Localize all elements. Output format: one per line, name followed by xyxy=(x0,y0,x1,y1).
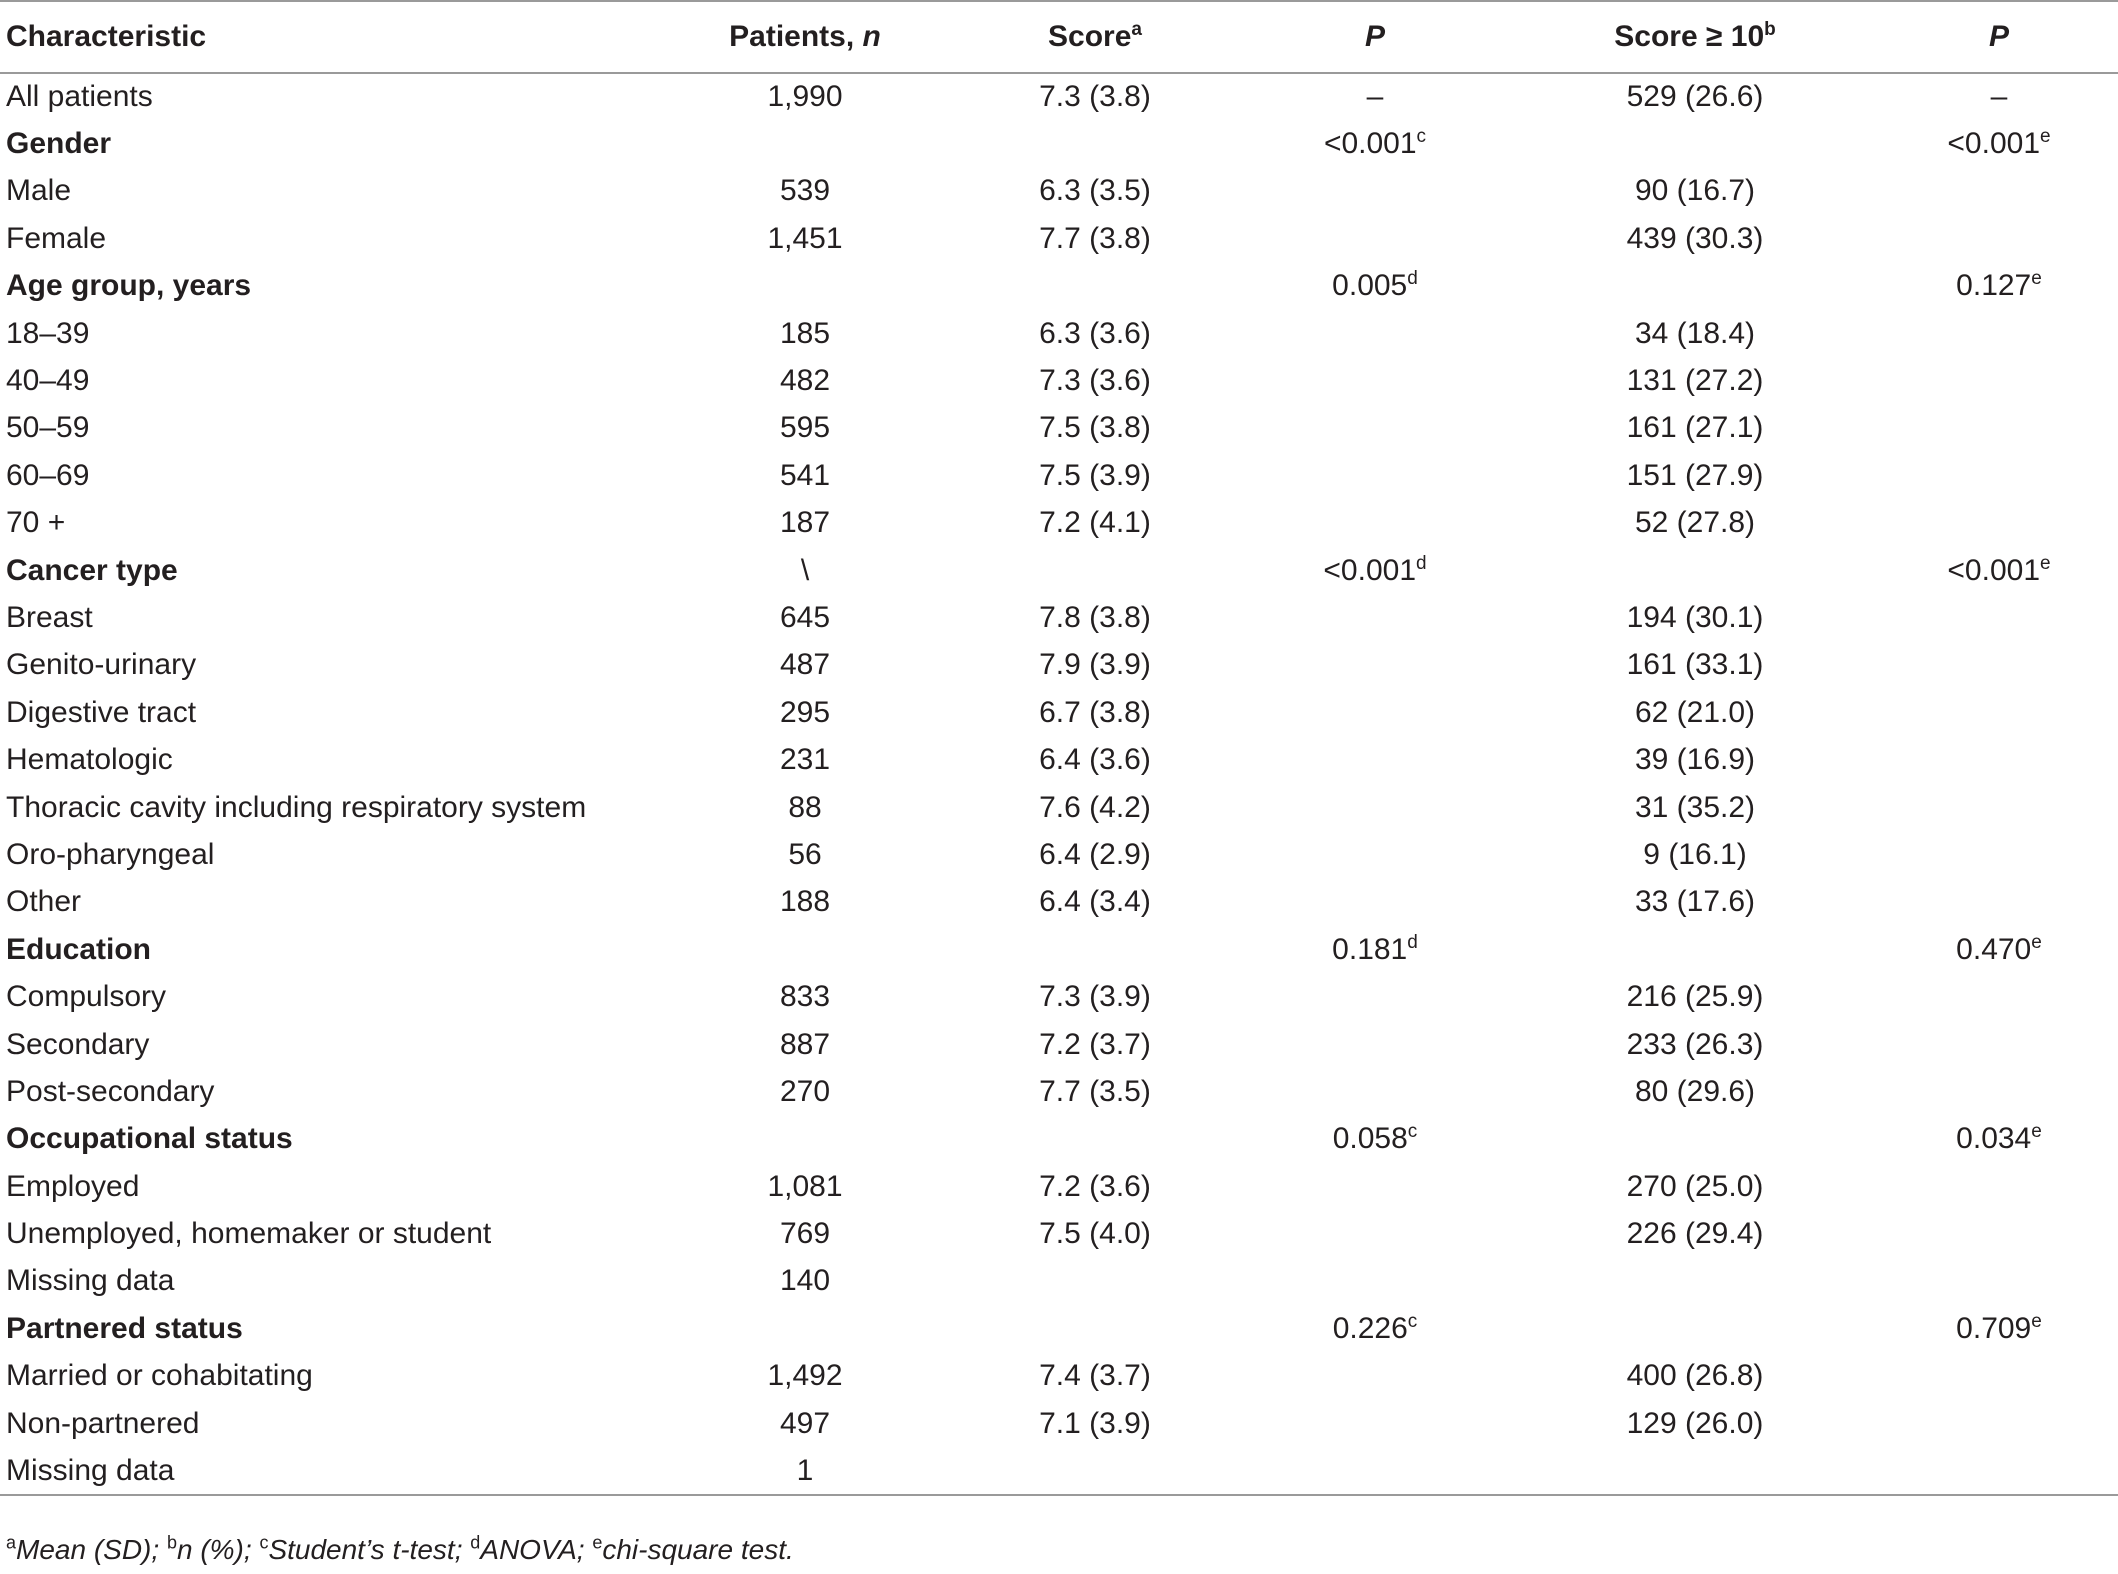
cell-score: 6.7 (3.8) xyxy=(1039,695,1151,729)
header-p-value-1: P xyxy=(1240,1,1510,73)
header-score-10: Score ≥ $10^b$ xyxy=(1510,1,1880,73)
cell-score-10: 400 (26.8) xyxy=(1626,1359,1764,1393)
cell-p-value-1 xyxy=(1240,310,1510,357)
footnote-text: n (%); xyxy=(176,1534,260,1565)
cell-p-value-1 xyxy=(1240,831,1510,878)
cell-p-value-2 xyxy=(1880,1258,2118,1305)
cell-patients: 1 xyxy=(660,1447,950,1494)
cell-patients: 185 xyxy=(779,316,831,350)
cell-p-value-1 xyxy=(1240,1447,1510,1494)
cell-patients xyxy=(660,1305,950,1352)
cell-p-value-2 xyxy=(1880,500,2118,547)
cell-score xyxy=(950,547,1240,594)
cell-score-10: 31 (35.2) xyxy=(1634,790,1756,824)
cell-p-value-1: – xyxy=(1366,80,1384,114)
table-header xyxy=(0,1,2118,73)
cell-score xyxy=(950,263,1240,310)
cell-patients: 541 xyxy=(779,458,831,492)
cell-characteristic: Secondary xyxy=(6,1027,150,1061)
cell-characteristic: Missing data xyxy=(6,1264,175,1298)
header-p-value-2: P xyxy=(1880,1,2118,73)
cell-characteristic: Age group, years xyxy=(6,269,252,303)
cell-p-value-1 xyxy=(1240,405,1510,452)
cell-patients: 769 xyxy=(779,1217,831,1251)
cell-patients: 231 xyxy=(779,743,831,777)
cell-score: 7.2 (3.7) xyxy=(1039,1027,1151,1061)
cell-p-value-2 xyxy=(1880,1068,2118,1115)
cell-patients: 833 xyxy=(779,980,831,1014)
cell-characteristic: Cancer type xyxy=(6,553,178,587)
cell-p-value-2 xyxy=(1880,642,2118,689)
cell-characteristic: Genito-urinary xyxy=(6,648,197,682)
cell-p-value-1 xyxy=(1240,1210,1510,1257)
cell-characteristic: Gender xyxy=(6,127,112,161)
cell-score: 7.2 (3.6) xyxy=(1039,1169,1151,1203)
cell-score: 7.9 (3.9) xyxy=(1039,648,1151,682)
cell-score-10 xyxy=(1510,120,1880,167)
cell-characteristic: Breast xyxy=(6,600,93,634)
cell-p-value-2: <0.001$^e$ xyxy=(1947,552,2051,587)
cell-characteristic: Hematologic xyxy=(6,743,173,777)
cell-p-value-2 xyxy=(1880,736,2118,783)
cell-characteristic: 60–69 xyxy=(6,458,90,492)
cell-score-10 xyxy=(1510,1447,1880,1494)
table-row xyxy=(0,168,2118,215)
cell-score: 7.4 (3.7) xyxy=(1039,1359,1151,1393)
cell-p-value-2 xyxy=(1880,879,2118,926)
cell-score: 7.5 (4.0) xyxy=(1039,1217,1151,1251)
cell-score-10 xyxy=(1510,263,1880,310)
cell-characteristic: 18–39 xyxy=(6,316,90,350)
table-row xyxy=(0,1210,2118,1257)
cell-p-value-2 xyxy=(1880,1353,2118,1400)
cell-patients xyxy=(660,1116,950,1163)
cell-score-10: 9 (16.1) xyxy=(1643,837,1747,871)
cell-characteristic: Thoracic cavity including respiratory system xyxy=(6,790,587,824)
cell-score-10: 151 (27.9) xyxy=(1626,458,1764,492)
cell-characteristic: Other xyxy=(6,885,82,919)
footnote-text: Mean (SD); xyxy=(16,1534,167,1565)
cell-p-value-2: 0.127e xyxy=(1956,268,2042,303)
cell-score xyxy=(950,1116,1240,1163)
cell-score: 7.3 (3.8) xyxy=(1039,80,1151,114)
cell-characteristic: All patients xyxy=(6,80,153,114)
cell-patients: 270 xyxy=(779,1074,831,1108)
cell-characteristic: Missing data xyxy=(0,1447,660,1494)
footnote-marker: c xyxy=(259,1532,269,1553)
cell-patients: 539 xyxy=(779,174,831,208)
cell-p-value-2: <0.001$^e$ xyxy=(1947,126,2051,161)
cell-score: 7.2 (4.1) xyxy=(1039,506,1151,540)
cell-score: 7.1 (3.9) xyxy=(1039,1406,1151,1440)
cell-patients xyxy=(660,263,950,310)
cell-p-value-2 xyxy=(1880,1021,2118,1068)
group-header-row xyxy=(0,120,2118,167)
cell-characteristic: Male xyxy=(6,174,72,208)
cell-score-10 xyxy=(1510,1258,1880,1305)
cell-patients: 887 xyxy=(779,1027,831,1061)
table-row xyxy=(0,831,2118,878)
cell-score-10: 161 (33.1) xyxy=(1626,648,1764,682)
cell-score: 6.3 (3.5) xyxy=(1039,174,1151,208)
cell-patients: 595 xyxy=(779,411,831,445)
cell-score-10 xyxy=(1510,547,1880,594)
cell-patients: 497 xyxy=(779,1406,831,1440)
table-row xyxy=(0,879,2118,926)
table-row xyxy=(0,642,2118,689)
cell-characteristic: Post-secondary xyxy=(6,1074,215,1108)
table-row xyxy=(0,784,2118,831)
group-header-row xyxy=(0,1116,2118,1163)
group-header-row xyxy=(0,926,2118,973)
cell-patients: 88 xyxy=(788,790,822,824)
cell-p-value-2 xyxy=(1880,452,2118,499)
cell-score-10: 270 (25.0) xyxy=(1626,1169,1764,1203)
cell-score xyxy=(950,1447,1240,1494)
cell-p-value-1: 0.005$^d$ xyxy=(1332,268,1418,303)
cell-p-value-1 xyxy=(1240,1353,1510,1400)
cell-characteristic: Oro-pharyngeal xyxy=(6,837,215,871)
group-header-row xyxy=(0,1305,2118,1352)
cell-characteristic: 40–49 xyxy=(6,364,90,398)
cell-score: 6.4 (3.6) xyxy=(1039,743,1151,777)
cell-p-value-1 xyxy=(1240,879,1510,926)
cell-score-10 xyxy=(1510,1305,1880,1352)
cell-patients xyxy=(660,926,950,973)
cell-patients: 482 xyxy=(779,364,831,398)
cell-p-value-2 xyxy=(1880,168,2118,215)
cell-score xyxy=(950,1305,1240,1352)
table-row xyxy=(0,1400,2118,1447)
cell-p-value-1: <0.001$^d$ xyxy=(1323,552,1427,587)
cell-patients: 140 xyxy=(779,1264,831,1298)
cell-score-10: 161 (27.1) xyxy=(1626,411,1764,445)
cell-p-value-1 xyxy=(1240,357,1510,404)
cell-characteristic: Non-partnered xyxy=(6,1406,200,1440)
cell-score-10: 129 (26.0) xyxy=(1626,1406,1764,1440)
cell-characteristic: Unemployed, homemaker or student xyxy=(6,1217,492,1251)
cell-p-value-1 xyxy=(1240,1400,1510,1447)
cell-score: 7.5 (3.8) xyxy=(1039,411,1151,445)
cell-score: 6.4 (2.9) xyxy=(1039,837,1151,871)
cell-score-10: 216 (25.9) xyxy=(1626,980,1764,1014)
cell-patients: 645 xyxy=(779,600,831,634)
footnote-text: chi-square test. xyxy=(602,1534,794,1565)
table-row xyxy=(0,215,2118,262)
table-row xyxy=(0,594,2118,641)
cell-p-value-2 xyxy=(1880,831,2118,878)
cell-patients xyxy=(660,120,950,167)
cell-characteristic: 50–59 xyxy=(6,411,90,445)
table-row xyxy=(0,1258,2118,1305)
cell-p-value-2: 0.470e xyxy=(1956,931,2042,966)
header-characteristic: Characteristic xyxy=(0,1,660,73)
cell-patients: 1,081 xyxy=(767,1169,843,1203)
cell-p-value-1 xyxy=(1240,168,1510,215)
cell-score-10: 226 (29.4) xyxy=(1626,1217,1764,1251)
cell-score xyxy=(950,926,1240,973)
cell-score-10: 33 (17.6) xyxy=(1634,885,1756,919)
cell-score: 7.8 (3.8) xyxy=(1039,600,1151,634)
cell-score xyxy=(950,120,1240,167)
cell-p-value-1 xyxy=(1240,215,1510,262)
table-body xyxy=(0,73,2118,1495)
cell-score-10: 529 (26.6) xyxy=(1626,80,1764,114)
cell-p-value-1 xyxy=(1240,1021,1510,1068)
table-row xyxy=(0,689,2118,736)
cell-score: 7.3 (3.6) xyxy=(1039,364,1151,398)
table-row xyxy=(0,1163,2118,1210)
cell-score-10 xyxy=(1510,926,1880,973)
cell-p-value-2 xyxy=(1880,973,2118,1020)
cell-characteristic: Female xyxy=(6,221,107,255)
header-row xyxy=(0,1,2118,73)
cell-patients: 187 xyxy=(779,506,831,540)
table-row xyxy=(0,1021,2118,1068)
cell-p-value-1: 0.226$^c$ xyxy=(1332,1310,1418,1345)
cell-p-value-1 xyxy=(1240,973,1510,1020)
table-row xyxy=(0,405,2118,452)
cell-p-value-2 xyxy=(1880,357,2118,404)
cell-p-value-2 xyxy=(1880,784,2118,831)
cell-patients: 1,451 xyxy=(767,221,843,255)
table-row xyxy=(0,1068,2118,1115)
footnote-marker: b xyxy=(166,1532,177,1553)
table-row xyxy=(0,736,2118,783)
cell-p-value-1: 0.058$^c$ xyxy=(1332,1121,1418,1156)
cell-characteristic: Partnered status xyxy=(6,1311,243,1345)
cell-p-value-2 xyxy=(1880,1210,2118,1257)
cell-score-10: 90 (16.7) xyxy=(1634,174,1756,208)
cell-score: 6.4 (3.4) xyxy=(1039,885,1151,919)
cell-characteristic: Employed xyxy=(6,1169,140,1203)
cell-characteristic: Married or cohabitating xyxy=(6,1359,313,1393)
table-row xyxy=(0,1353,2118,1400)
cell-patients: 1,990 xyxy=(767,80,843,114)
group-header-row xyxy=(0,547,2118,594)
cell-p-value-2: 0.709e xyxy=(1956,1310,2042,1345)
header-score: Score$^a$ xyxy=(950,1,1240,73)
cell-patients: 1,492 xyxy=(767,1359,843,1393)
group-header-row xyxy=(0,263,2118,310)
cell-p-value-1 xyxy=(1240,736,1510,783)
table-row xyxy=(0,357,2118,404)
footnote-marker: d xyxy=(470,1532,481,1553)
cell-score: 6.3 (3.6) xyxy=(1039,316,1151,350)
cell-p-value-2 xyxy=(1880,1447,2118,1494)
cell-characteristic: Compulsory xyxy=(6,980,167,1014)
cell-score: 7.7 (3.5) xyxy=(1039,1074,1151,1108)
cell-score-10: 62 (21.0) xyxy=(1634,695,1756,729)
cell-p-value-1 xyxy=(1240,784,1510,831)
cell-p-value-1 xyxy=(1240,689,1510,736)
cell-score-10: 39 (16.9) xyxy=(1634,743,1756,777)
cell-score-10: 439 (30.3) xyxy=(1626,221,1764,255)
cell-p-value-1 xyxy=(1240,500,1510,547)
cell-score-10: 131 (27.2) xyxy=(1626,364,1764,398)
cell-score: 7.3 (3.9) xyxy=(1039,980,1151,1014)
cell-characteristic: Digestive tract xyxy=(6,695,197,729)
cell-p-value-1: <0.001$^c$ xyxy=(1323,126,1427,161)
table-row xyxy=(0,452,2118,499)
cell-patients: \ xyxy=(800,553,810,587)
cell-p-value-2 xyxy=(1880,1400,2118,1447)
cell-characteristic: Occupational status xyxy=(6,1122,293,1156)
footnote-marker: a xyxy=(6,1532,17,1553)
cell-patients: 487 xyxy=(779,648,831,682)
cell-p-value-2 xyxy=(1880,310,2118,357)
table-footnote xyxy=(6,1534,794,1566)
cell-score xyxy=(950,1258,1240,1305)
cell-p-value-1 xyxy=(1240,452,1510,499)
cell-score: 7.5 (3.9) xyxy=(1039,458,1151,492)
cell-p-value-2 xyxy=(1880,215,2118,262)
cell-p-value-2: 0.034e xyxy=(1956,1121,2042,1156)
table-row xyxy=(0,973,2118,1020)
cell-p-value-1: 0.181$^d$ xyxy=(1332,931,1418,966)
cell-p-value-2 xyxy=(1880,1163,2118,1210)
cell-score-10: 194 (30.1) xyxy=(1626,600,1764,634)
cell-score-10: 34 (18.4) xyxy=(1634,316,1756,350)
cell-patients: 295 xyxy=(779,695,831,729)
header-patients: Patients, n xyxy=(660,1,950,73)
cell-score-10: 52 (27.8) xyxy=(1634,506,1756,540)
cell-score-10: 80 (29.6) xyxy=(1634,1074,1756,1108)
footnote-text: Student’s t-test; xyxy=(268,1534,471,1565)
cell-p-value-1 xyxy=(1240,1258,1510,1305)
table-row xyxy=(0,73,2118,120)
cell-score-10 xyxy=(1510,1116,1880,1163)
cell-p-value-2 xyxy=(1880,405,2118,452)
table-row xyxy=(0,500,2118,547)
cell-characteristic: Education xyxy=(6,932,152,966)
cell-patients: 188 xyxy=(779,885,831,919)
cell-score: 7.6 (4.2) xyxy=(1039,790,1151,824)
footnote-marker: e xyxy=(592,1532,603,1553)
cell-p-value-1 xyxy=(1240,1163,1510,1210)
cell-p-value-2 xyxy=(1880,689,2118,736)
cell-p-value-2: – xyxy=(1990,80,2008,114)
table-row xyxy=(0,1447,2118,1494)
cell-score: 7.7 (3.8) xyxy=(1039,221,1151,255)
table-row xyxy=(0,310,2118,357)
cell-p-value-2 xyxy=(1880,594,2118,641)
cell-patients: 56 xyxy=(788,837,822,871)
cell-p-value-1 xyxy=(1240,594,1510,641)
cell-p-value-1 xyxy=(1240,1068,1510,1115)
cell-characteristic: 70 + xyxy=(6,506,66,540)
cell-p-value-1 xyxy=(1240,642,1510,689)
cell-score-10: 233 (26.3) xyxy=(1626,1027,1764,1061)
footnote-text: ANOVA; xyxy=(480,1534,593,1565)
